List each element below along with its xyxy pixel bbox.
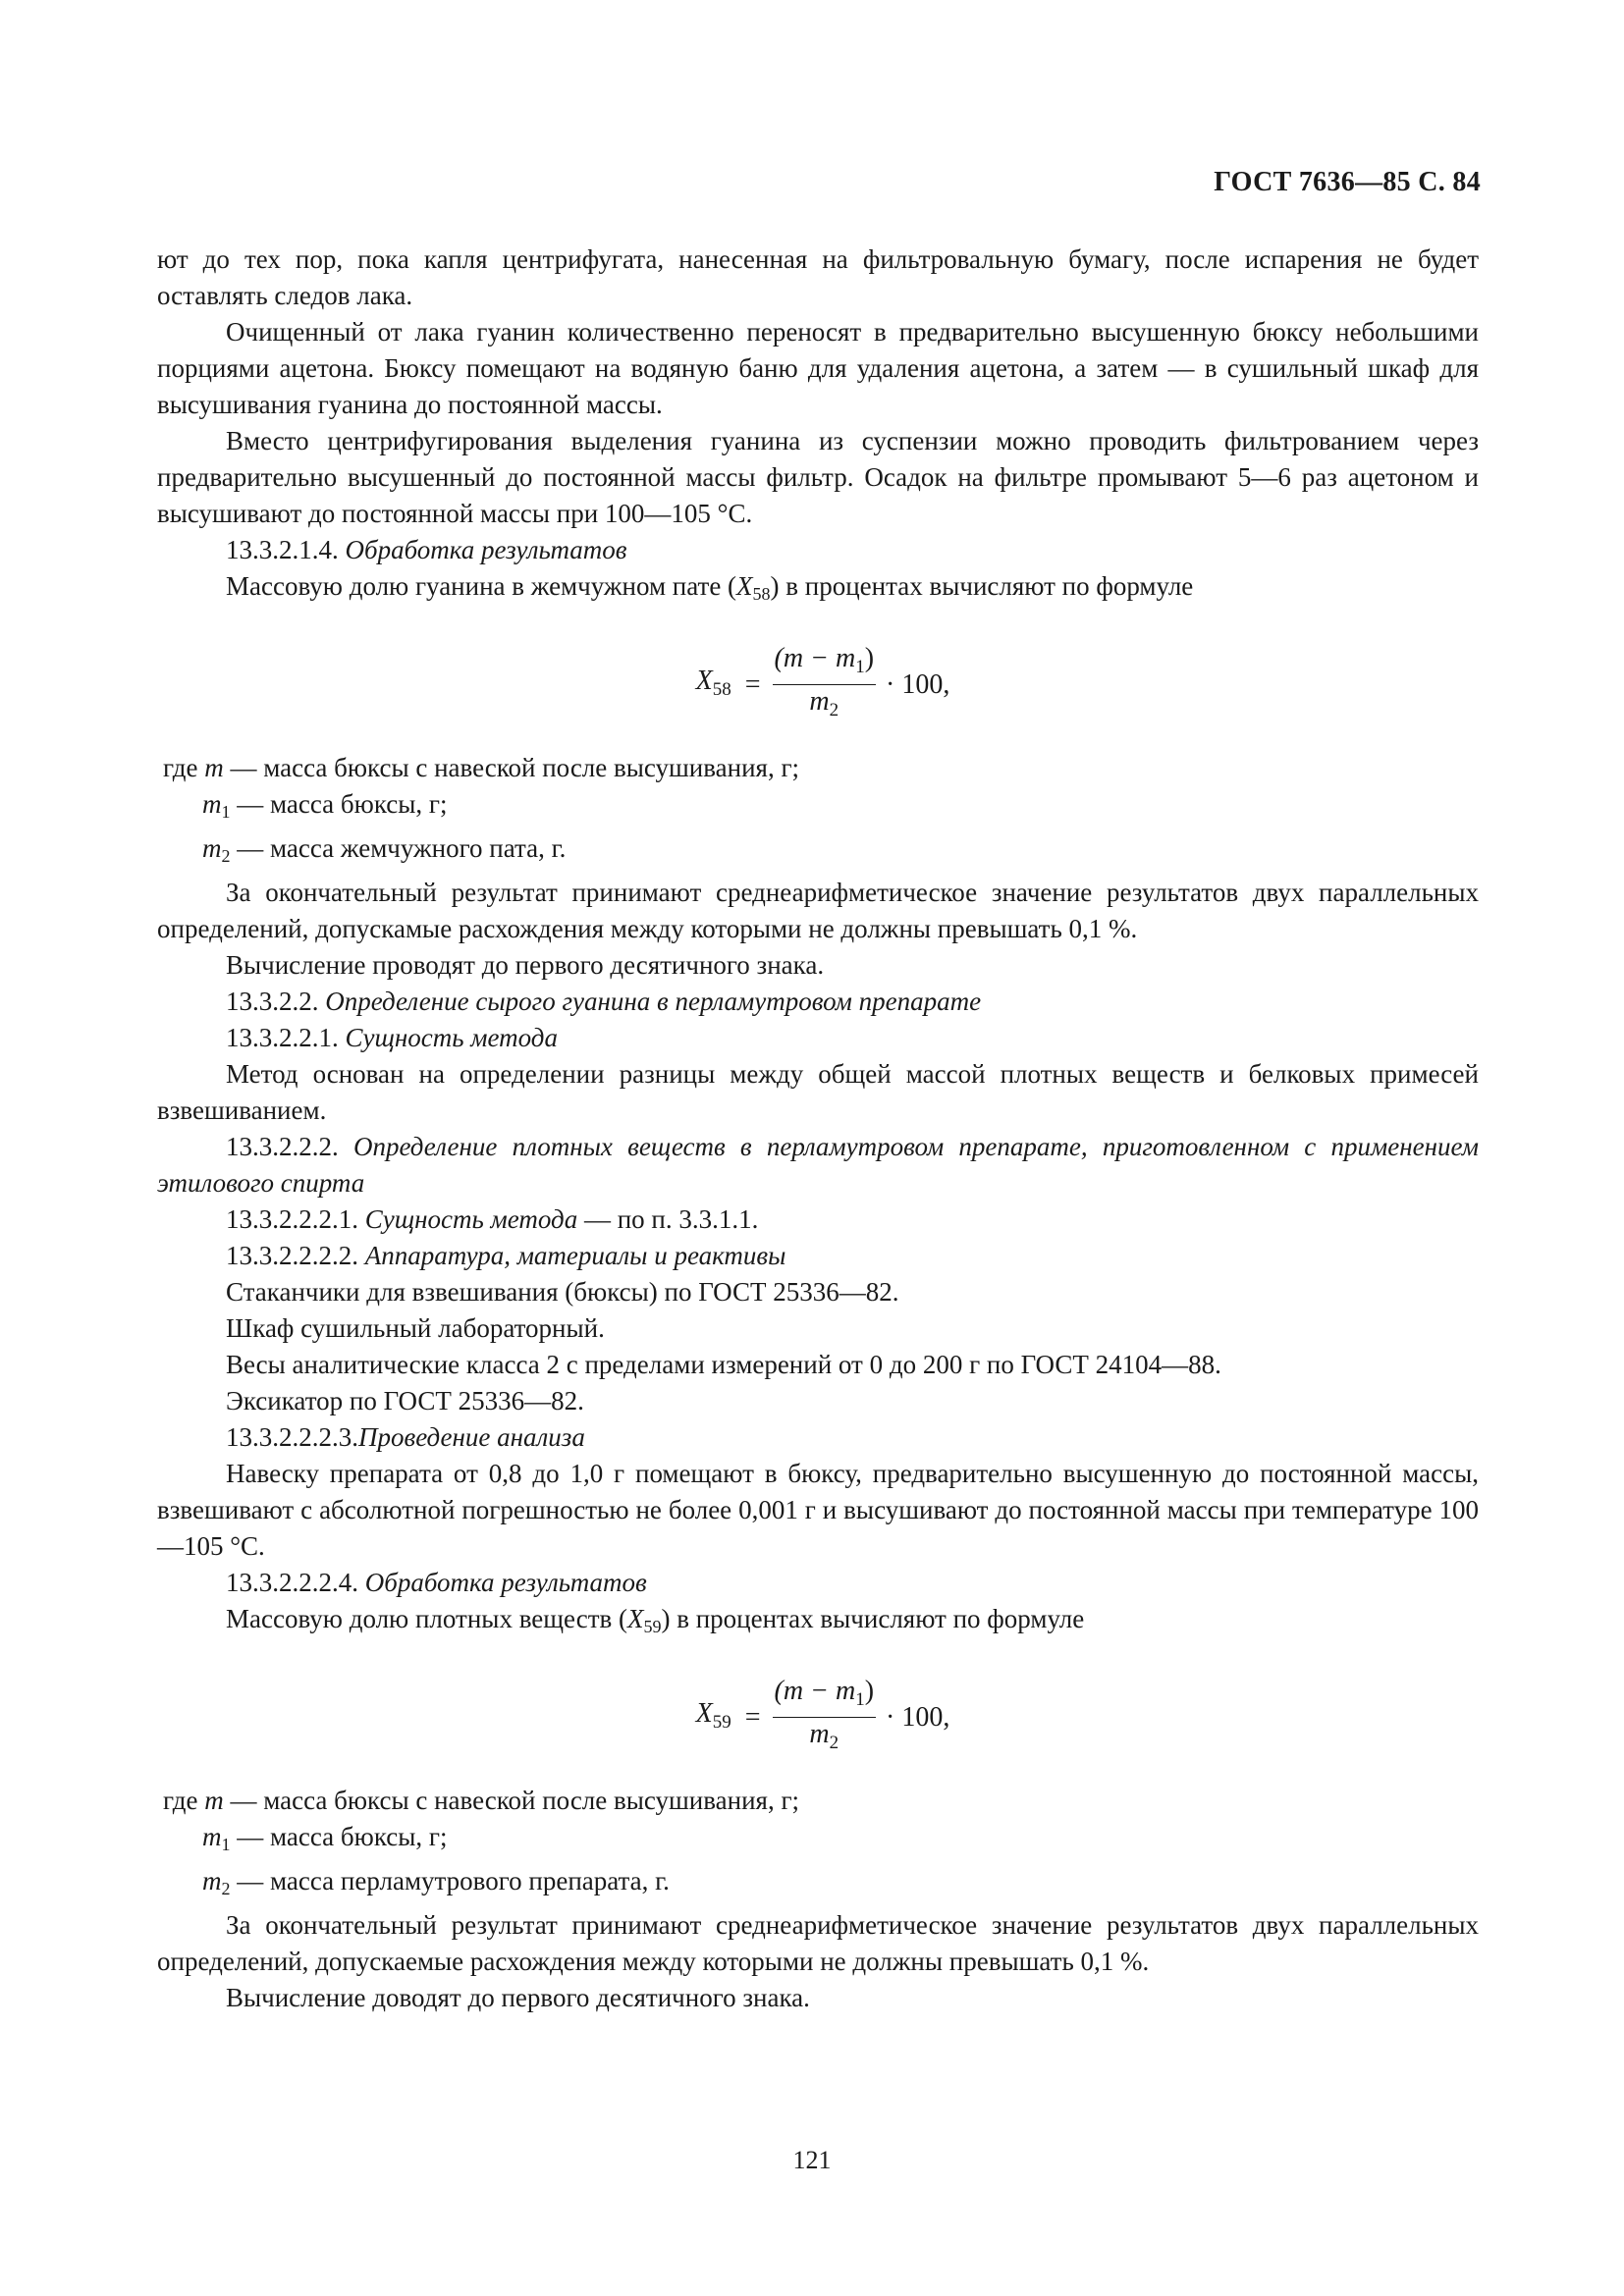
fraction-numerator: $(m - m_1)$	[773, 1677, 877, 1718]
formula-intro-x59: Массовую долю плотных веществ $(X_{59})$ в процентах вычисляют по формуле	[226, 1604, 1085, 1636]
formula-definitions-2	[157, 1783, 1479, 1907]
document-body	[157, 241, 1479, 2016]
section-heading-13-3-2-2-1: 13.3.2.2.1. Сущность метода	[226, 1023, 558, 1052]
page-header: ГОСТ 7636—85 С. 84	[1214, 167, 1481, 197]
definition-m2: $m_2$ — масса перламутрового препарата, г.	[202, 1866, 670, 1898]
intro-text-end: ) в процентах вычисляют по формуле	[770, 571, 1194, 601]
page-number: 121	[792, 2146, 832, 2174]
formula-equals: =	[744, 1702, 761, 1733]
section-number: 13.3.2.1.4.	[226, 535, 339, 564]
paragraph-continuation: ют до тех пор, пока капля центрифугата, нанесенная на фильтровальную бумагу, после испарения не будет оставлять следов лака.	[157, 244, 1479, 310]
formula-multiplier: · 100,	[886, 669, 950, 700]
formula-fraction	[773, 1677, 877, 1758]
definition-m1: $m_1$ — масса бюксы, г;	[202, 789, 448, 822]
section-heading-13-3-2-2-2: 13.3.2.2.2. Определение плотных веществ в перламутровом препарате, приготовленном с применением этилового спирта	[157, 1132, 1480, 1198]
formula-equals: =	[744, 669, 761, 700]
formula-lhs: $X_{58}$	[695, 665, 731, 700]
section-heading-13-3-2-2-2-1: 13.3.2.2.2.1. Сущность метода — по п. 3.3.1.1.	[226, 1204, 759, 1234]
equipment-item-weighing-bottles: Стаканчики для взвешивания (бюксы) по ГОСТ 25336—82.	[226, 1277, 899, 1307]
equipment-item-drying-cabinet: Шкаф сушильный лабораторный.	[226, 1313, 605, 1343]
paragraph-guanine-transfer: Очищенный от лака гуанин количественно переносят в предварительно высушенную бюксу небольшими порциями ацетона. Бюксу помещают на водяную баню для удаления ацетона, а затем — в сушильный шкаф для высушивания гуанина до постоянной массы.	[157, 317, 1479, 419]
definition-m1: $m_1$ — масса бюксы, г;	[202, 1822, 448, 1854]
section-heading-13-3-2-2: 13.3.2.2. Определение сырого гуанина в перламутровом препарате	[226, 987, 982, 1016]
paragraph-final-result-1: За окончательный результат принимают среднеарифметическое значение результатов двух параллельных определений, допускамые расхождения между которыми не должны превышать 0,1 %.	[157, 878, 1479, 943]
section-heading-13-3-2-2-2-2: 13.3.2.2.2.2. Аппаратура, материалы и реактивы	[226, 1241, 786, 1270]
definition-m2: $m_2$ — масса жемчужного пата, г.	[202, 833, 567, 866]
fraction-numerator: $(m - m_1)$	[773, 644, 877, 685]
paragraph-precision-2: Вычисление доводят до первого десятичного знака.	[226, 1983, 810, 2012]
paragraph-precision-1: Вычисление проводят до первого десятичного знака.	[226, 950, 825, 980]
paragraph-filtration-alternative: Вместо центрифугирования выделения гуанина из суспензии можно проводить фильтрованием через предварительно высушенный до постоянной массы фильтр. Осадок на фильтре промывают 5—6 раз ацетоном и высушивают до постоянной массы при 100—105 °С.	[157, 426, 1479, 528]
formula-x59	[157, 1659, 1479, 1767]
equipment-item-analytical-balance: Весы аналитические класса 2 с пределами измерений от 0 до 200 г по ГОСТ 24104—88.	[226, 1350, 1221, 1379]
definition-m: где m — масса бюксы с навеской после высушивания, г;	[163, 753, 800, 782]
formula-intro-x58	[157, 568, 1479, 613]
paragraph-analysis-procedure: Навеску препарата от 0,8 до 1,0 г помещают в бюксу, предварительно высушенную до постоянной массы, взвешивают с абсолютной погрешностью не более 0,001 г и высушивают до постоянной массы при температуре 100—105 °С.	[157, 1459, 1479, 1561]
formula-x58	[157, 626, 1479, 734]
paragraph-method-principle: Метод основан на определении разницы между общей массой плотных веществ и белковых примесей взвешиванием.	[157, 1059, 1479, 1125]
fraction-denominator: $m_2$	[809, 686, 839, 721]
variable-subscript: 58	[752, 584, 771, 604]
section-title: Обработка результатов	[345, 535, 627, 564]
formula-lhs: $X_{59}$	[695, 1697, 731, 1733]
formula-fraction	[773, 644, 877, 725]
paragraph-final-result-2: За окончательный результат принимают среднеарифметическое значение результатов двух параллельных определений, допускаемые расхождения между которыми не должны превышать 0,1 %.	[157, 1910, 1479, 1976]
section-heading-13-3-2-1-4	[157, 532, 1479, 568]
section-heading-13-3-2-2-2-3: 13.3.2.2.2.3.Проведение анализа	[226, 1422, 585, 1452]
formula-multiplier: · 100,	[886, 1702, 950, 1733]
variable-x: X	[736, 571, 753, 601]
section-heading-13-3-2-2-2-4: 13.3.2.2.2.4. Обработка результатов	[226, 1568, 647, 1597]
equipment-item-desiccator: Эксикатор по ГОСТ 25336—82.	[226, 1386, 584, 1415]
fraction-denominator: $m_2$	[809, 1719, 839, 1753]
definition-m: где m — масса бюксы с навеской после высушивания, г;	[163, 1786, 800, 1815]
intro-text: Массовую долю гуанина в жемчужном пате (	[226, 571, 737, 601]
formula-definitions-1	[157, 750, 1479, 875]
